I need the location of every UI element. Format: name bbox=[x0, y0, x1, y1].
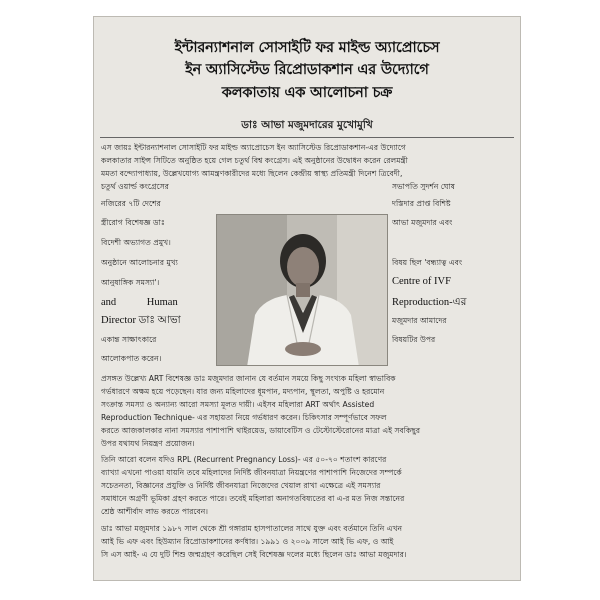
left-col-line: অনুষ্ঠানে আলোচনার মুখ্য bbox=[101, 258, 178, 267]
headline-line-3: কলকাতায় এক আলোচনা চক্র bbox=[221, 85, 393, 101]
body-line: ব্যাখ্যা এখনো পাওয়া যায়নি তবে মহিলাদের নির্দিষ্ট জীবনযাত্রা নিয়ন্ত্রণের পাশাপাশি নিজেদের সম্পর্কে bbox=[101, 468, 402, 477]
right-col-line: আভা মজুমদার এবং bbox=[392, 218, 453, 227]
left-col-line: আনুষাঙ্গিক সমস্যা'। bbox=[101, 278, 160, 287]
left-col-line: বিদেশী অভ্যাগত প্রমুখ। bbox=[101, 238, 171, 247]
doctor-portrait bbox=[217, 215, 388, 366]
body-line: সমাধানে অগ্রণী ভূমিকা গ্রহণ করতে পারে। তবেই মহিলারা অনাগতবিষ্যতের বা এ-র মত নিজ সন্তানের bbox=[101, 494, 405, 503]
left-col-line: স্ত্রীরোগ বিশেষজ্ঞ ডাঃ bbox=[101, 218, 165, 227]
body-line: Reproduction Technique- এর সহায়তা নিয়ে গর্ভধারণ করেন। চিকিৎসার সম্পূর্ণভাবে সফল bbox=[101, 413, 387, 422]
right-col-line: দস্তিদার প্রাপ্ত বিশিষ্ট bbox=[392, 199, 451, 208]
body-line: তিনি আরো বলেন যদিও RPL (Recurrent Pregnancy Loss)- এর ৫০-৭০ শতাংশ কারণের bbox=[101, 455, 387, 464]
lead-line: মমতা বন্দ্যোপাধ্যায়, উল্লেখযোগ্য আমন্ত্রণকারীদের মধ্যে ছিলেন কেন্দ্রীয় স্বাস্থ্য প্রতিমন্ত্রী দিনেশ ত্রিবেদী, bbox=[101, 169, 403, 178]
body-line: ডাঃ আভা মজুমদার ১৯৮৭ সাল থেকে শ্রী গঙ্গারাম হাসপাতালের সাথে যুক্ত এবং বর্তমানে তিনি এখন bbox=[101, 524, 402, 533]
lead-line: এস জায়ঃ ইন্টারন্যাশনাল সোসাইটি ফর মাইল্ড অ্যাপ্রোচেস ইন অ্যাসিস্টেড রিপ্রোডাকশান-এর উদ্যোগে bbox=[101, 143, 406, 152]
headline-line-2: ইন অ্যাসিস্টেড রিপ্রোডাকশান এর উদ্যোগে bbox=[185, 62, 429, 78]
right-col-line: Centre of IVF bbox=[392, 276, 451, 287]
body-line: প্রসঙ্গত উল্লেখ্য ART বিশেষজ্ঞ ডাঃ মজুমদার জানান যে বর্তমান সময়ে কিছু সংখ্যক মহিলা স্বাভাবিক bbox=[101, 374, 396, 383]
body-line: গর্ভধারণে অক্ষম হয়ে পড়েছেন। যার জন্য মহিলাদের ধূমপান, মদ্যপান, স্থূলতা, অপুষ্টি ও হরমোন bbox=[101, 387, 385, 396]
right-col-line: বিষয় ছিল 'বন্ধ্যাত্ব এবং bbox=[392, 258, 463, 267]
left-col-line: নজিরের ৭টি দেশের bbox=[101, 199, 161, 208]
body-line: করতে আজকালকার নানা সমস্যার পাশাপাশি থাইরয়েড, ডায়াবেটিস ও টেস্টোস্টেরোনের মাত্রা এই সবকিছুর bbox=[101, 426, 421, 435]
body-line: আই ভি এফ এবং হিউম্যান রিপ্রোডাকশানের কর্ণধার। ১৯৯১ ও ২০০৯ সালে আই ভি এফ, ও আই bbox=[101, 537, 394, 546]
headline-line-1: ইন্টারন্যাশনাল সোসাইটি ফর মাইল্ড অ্যাপ্রোচেস bbox=[174, 40, 440, 56]
lead-line: কলকাতার সাইন্স সিটিতে অনুষ্ঠিত হয়ে গেল চতুর্থ বিশ্ব কংগ্রেস। এই অনুষ্ঠানের উদ্বোধন করেন রেলমন্ত্রী bbox=[101, 156, 408, 165]
left-col-line: চতুর্থ ওয়ার্ল্ড কংগ্রেসের bbox=[101, 182, 169, 191]
left-col-line: একান্ত সাক্ষাৎকারে bbox=[101, 335, 157, 344]
subheadline: ডাঃ আভা মজুমদারের মুখোমুখি bbox=[241, 119, 373, 131]
left-col-line: আলোকপাত করেন। bbox=[101, 354, 162, 363]
right-col-line: মজুমদার আমাদের bbox=[392, 316, 447, 325]
body-line: উপর যথাযথ নিয়ন্ত্রণ প্রয়োজন। bbox=[101, 439, 195, 448]
right-col-line: Reproduction-এর bbox=[392, 297, 467, 308]
right-col-line: সভাপতি সুদর্শন ঘোষ bbox=[392, 182, 455, 191]
interview-photo bbox=[216, 214, 388, 366]
left-col-line: and Human bbox=[101, 297, 178, 308]
divider bbox=[100, 137, 514, 138]
newspaper-clipping bbox=[93, 16, 521, 581]
left-col-line: Director ডাঃ আভা bbox=[101, 315, 181, 326]
right-col-line: বিষয়টির উপর bbox=[392, 335, 436, 344]
body-line: শ্রেষ্ঠ আশীর্বাদ লাভ করতে পারবেন। bbox=[101, 507, 208, 516]
body-line: সংক্রান্ত সমস্যা ও অন্যান্য আরো সমস্যা মূলত দায়ী। এইসব মহিলারা ART অর্থাৎ Assisted bbox=[101, 400, 375, 409]
body-line: সি এস আই- এ যে দুটি শিশু জন্মগ্রহণ করেছিল সেই বিশেষজ্ঞ দলের মধ্যে ছিলেন ডাঃ আভা মজুমদার। bbox=[101, 550, 407, 559]
body-line: সচেতনতা, বিজ্ঞানের প্রযুক্তি ও নির্দিষ্ট জীবনযাত্রা নিজেদের খেয়াল রাখা এক্ষেত্রে এই সমস্যার bbox=[101, 481, 381, 490]
